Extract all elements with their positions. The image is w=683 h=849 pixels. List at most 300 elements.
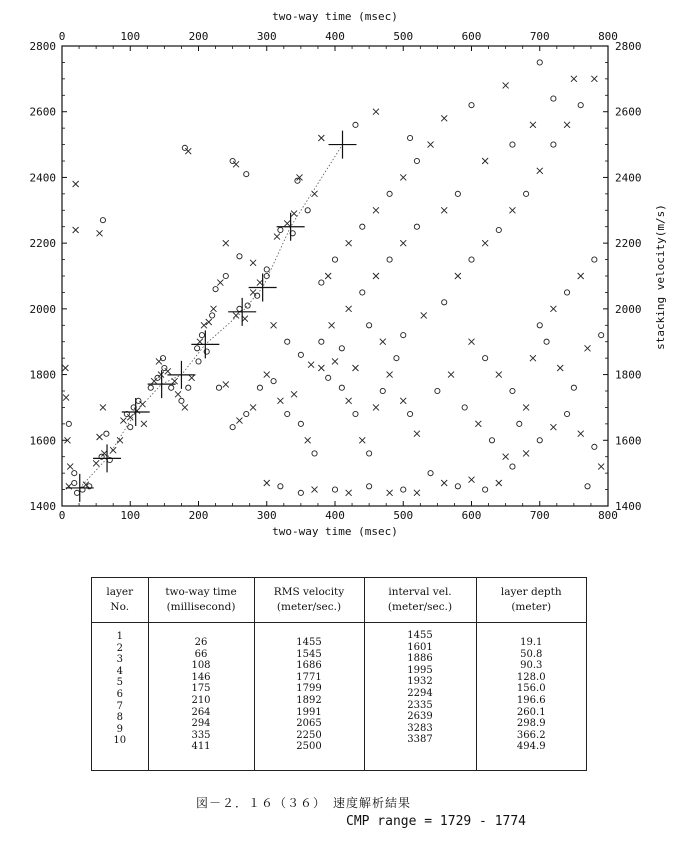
time-cell: 335: [191, 729, 211, 741]
circle-mark: [237, 254, 242, 259]
time-cell: 146: [191, 671, 211, 683]
cross-mark: [165, 368, 171, 374]
interval-cell: 1932: [407, 676, 433, 688]
circle-mark: [104, 431, 109, 436]
cross-mark: [242, 316, 248, 322]
header-layer: layer No.: [92, 578, 148, 623]
layer-cell: 5: [116, 677, 123, 689]
cross-mark: [318, 135, 324, 141]
y-tick-label-left: 1800: [29, 368, 56, 382]
cross-mark: [120, 418, 126, 424]
cross-mark: [250, 260, 256, 266]
cross-mark: [503, 82, 509, 88]
interval-cell: 1455: [407, 630, 433, 641]
table-body-row: [92, 623, 586, 771]
cross-mark: [100, 404, 106, 410]
velocity-picks: [66, 131, 357, 502]
circle-mark: [592, 257, 597, 262]
cross-mark: [67, 464, 73, 470]
circle-mark: [332, 487, 337, 492]
cross-mark: [271, 322, 277, 328]
circle-mark: [199, 333, 204, 338]
circle-mark: [407, 135, 412, 140]
figure-caption: 図－２．１６（３６） 速度解析結果: [196, 796, 412, 810]
y-tick-label-left: 2200: [29, 237, 56, 251]
x-tick-label-top: 300: [256, 30, 277, 43]
circle-mark: [360, 290, 365, 295]
x-tick-label-top: 400: [325, 30, 345, 43]
x-tick-label-bottom: 0: [58, 509, 66, 522]
time-cell: 411: [191, 741, 211, 753]
depth-cell: 90.3: [520, 660, 543, 672]
col-rms: [254, 623, 364, 771]
cross-mark: [557, 365, 563, 371]
y-tick-label-right: 2200: [615, 237, 642, 251]
circle-mark: [196, 359, 201, 364]
circle-mark: [455, 484, 460, 489]
x-tick-label-top: 0: [58, 30, 66, 43]
cross-mark: [523, 404, 529, 410]
cross-mark: [223, 381, 229, 387]
cross-mark: [503, 454, 509, 460]
rms-cell: 2250: [296, 729, 322, 741]
y-tick-label-right: 1800: [615, 368, 642, 382]
cross-mark: [564, 122, 570, 128]
cross-mark: [448, 372, 454, 378]
circle-mark: [592, 444, 597, 449]
circle-mark: [298, 352, 303, 357]
circle-mark: [360, 224, 365, 229]
layer-cell: 10: [113, 735, 127, 747]
cross-mark: [277, 398, 283, 404]
cross-mark: [441, 207, 447, 213]
cross-mark: [400, 398, 406, 404]
pick-trend-line: [80, 145, 343, 488]
circle-mark: [551, 142, 556, 147]
circle-mark: [339, 385, 344, 390]
pick-cross: [329, 131, 357, 159]
cross-mark: [318, 365, 324, 371]
circle-mark: [537, 60, 542, 65]
circle-mark: [319, 280, 324, 285]
cross-mark: [598, 464, 604, 470]
cross-mark: [63, 395, 69, 401]
circle-mark: [179, 398, 184, 403]
layer-cell: 2: [116, 642, 123, 654]
y-tick-label-right: 2800: [615, 40, 642, 53]
circle-mark: [353, 411, 358, 416]
circle-mark: [387, 191, 392, 196]
cross-mark: [110, 447, 116, 453]
y-tick-label-right: 1600: [615, 434, 642, 448]
circle-mark: [428, 471, 433, 476]
time-cell: 294: [191, 718, 211, 730]
cross-mark: [530, 122, 536, 128]
table-header-row: [92, 578, 586, 623]
cross-mark: [93, 460, 99, 466]
cross-mark: [380, 339, 386, 345]
circle-mark: [462, 405, 467, 410]
cross-mark: [117, 437, 123, 443]
circle-mark: [278, 484, 283, 489]
cross-mark: [308, 362, 314, 368]
col-layer: [92, 623, 148, 771]
x-tick-label-bottom: 800: [598, 509, 618, 522]
circle-mark: [599, 333, 604, 338]
x-tick-label-top: 700: [529, 30, 550, 43]
circle-mark: [394, 356, 399, 361]
cross-mark: [264, 480, 270, 486]
y-tick-label-left: 2800: [29, 40, 56, 53]
circle-mark: [407, 411, 412, 416]
cross-mark: [373, 273, 379, 279]
circle-mark: [237, 306, 242, 311]
interval-cell: 1995: [407, 664, 433, 676]
cross-mark: [329, 322, 335, 328]
circle-mark: [285, 411, 290, 416]
circle-mark: [469, 257, 474, 262]
cross-mark: [312, 487, 318, 493]
cmp-range: CMP range = 1729 - 1774: [346, 814, 527, 829]
cross-mark: [496, 480, 502, 486]
circle-mark: [537, 323, 542, 328]
cross-mark: [274, 234, 280, 240]
circle-mark: [74, 490, 79, 495]
circle-mark: [537, 438, 542, 443]
circle-mark: [100, 218, 105, 223]
cross-mark: [175, 391, 181, 397]
circle-mark: [298, 421, 303, 426]
cross-mark: [97, 230, 103, 236]
circle-mark: [510, 388, 515, 393]
cross-mark: [291, 211, 297, 217]
circle-mark: [312, 451, 317, 456]
x-tick-label-top: 600: [461, 30, 482, 43]
cross-mark: [523, 450, 529, 456]
header-two-way-time: two-way time (millisecond): [148, 578, 254, 623]
layer-cell: 4: [116, 665, 123, 677]
results-table-frame: [91, 577, 587, 771]
circle-mark: [305, 208, 310, 213]
y-tick-label-right: 2000: [615, 302, 642, 316]
circle-mark: [401, 487, 406, 492]
time-cell: 210: [191, 694, 211, 706]
cross-mark: [346, 490, 352, 496]
cross-mark: [571, 76, 577, 82]
circle-mark: [72, 471, 77, 476]
layer-cell: 7: [116, 700, 123, 712]
circle-mark: [585, 484, 590, 489]
pick-cross: [191, 330, 219, 358]
circle-mark: [195, 346, 200, 351]
cross-mark: [182, 404, 188, 410]
depth-cell: 196.6: [516, 694, 546, 706]
cross-mark: [373, 207, 379, 213]
x-axis-title-top: two-way time (msec): [272, 10, 398, 23]
cross-mark: [469, 339, 475, 345]
pick-cross: [228, 298, 256, 326]
cross-mark: [373, 404, 379, 410]
rms-cell: 2065: [296, 718, 322, 730]
layer-cell: 9: [116, 723, 123, 735]
depth-cell: 494.9: [516, 741, 546, 753]
col-depth: [476, 623, 586, 771]
interval-cell: 1886: [407, 653, 433, 665]
circle-mark: [455, 191, 460, 196]
cross-mark: [482, 240, 488, 246]
time-cell: 264: [191, 706, 211, 718]
cross-mark: [428, 142, 434, 148]
cross-mark: [156, 358, 162, 364]
depth-cell: 366.2: [516, 729, 546, 741]
circle-mark: [544, 339, 549, 344]
circle-mark: [136, 398, 141, 403]
depth-cell: 50.8: [520, 648, 543, 660]
circle-mark: [210, 313, 215, 318]
circle-mark: [223, 273, 228, 278]
rms-cell: 1455: [296, 637, 322, 648]
layer-cell: 8: [116, 712, 123, 724]
interval-cell: 3387: [407, 734, 433, 746]
header-rms-velocity: RMS velocity (meter/sec.): [254, 578, 364, 623]
circle-mark: [367, 484, 372, 489]
circle-mark: [66, 421, 71, 426]
rms-cell: 1545: [296, 648, 322, 660]
time-cell: 175: [191, 683, 211, 695]
x-tick-label-bottom: 400: [325, 509, 345, 522]
cross-mark: [284, 220, 290, 226]
circle-mark: [339, 346, 344, 351]
cross-mark: [530, 355, 536, 361]
y-tick-label-right: 2400: [615, 171, 642, 185]
circle-mark: [160, 356, 165, 361]
circle-mark: [510, 142, 515, 147]
pick-cross: [277, 213, 305, 241]
cross-mark: [387, 372, 393, 378]
circle-mark: [326, 375, 331, 380]
cross-mark: [414, 490, 420, 496]
circle-mark: [496, 227, 501, 232]
y-tick-label-left: 2000: [29, 302, 56, 316]
cross-mark: [233, 161, 239, 167]
layer-cell: 1: [116, 631, 123, 642]
cross-mark: [346, 240, 352, 246]
depth-cell: 128.0: [516, 671, 546, 683]
x-tick-label-top: 800: [598, 30, 618, 43]
cross-mark: [550, 424, 556, 430]
y-tick-label-left: 2600: [29, 105, 56, 119]
cross-mark: [236, 418, 242, 424]
x-tick-label-bottom: 100: [120, 509, 141, 522]
semblance-marks: [62, 60, 604, 496]
depth-cell: 19.1: [520, 637, 543, 648]
circle-mark: [524, 191, 529, 196]
circle-mark: [442, 300, 447, 305]
cross-mark: [73, 181, 79, 187]
circle-mark: [489, 438, 494, 443]
cross-mark: [141, 421, 147, 427]
rms-cell: 1892: [296, 694, 322, 706]
cross-mark: [421, 312, 427, 318]
circle-mark: [483, 487, 488, 492]
depth-cell: 298.9: [516, 718, 546, 730]
cross-mark: [97, 434, 103, 440]
pick-cross: [93, 444, 121, 472]
cross-mark: [233, 312, 239, 318]
cross-mark: [325, 273, 331, 279]
cross-mark: [189, 375, 195, 381]
cross-mark: [578, 431, 584, 437]
results-table: [92, 578, 586, 770]
circle-mark: [571, 385, 576, 390]
cross-mark: [585, 345, 591, 351]
cross-mark: [217, 280, 223, 286]
cross-mark: [62, 365, 68, 371]
circle-mark: [332, 257, 337, 262]
circle-mark: [483, 356, 488, 361]
x-tick-label-bottom: 500: [393, 509, 414, 522]
cross-mark: [134, 408, 140, 414]
depth-cell: 260.1: [516, 706, 546, 718]
rms-cell: 1991: [296, 706, 322, 718]
interval-cell: 2335: [407, 699, 433, 711]
cross-mark: [346, 398, 352, 404]
time-cell: 26: [194, 637, 208, 648]
cross-mark: [469, 477, 475, 483]
cross-mark: [151, 378, 157, 384]
circle-mark: [230, 425, 235, 430]
x-tick-label-top: 100: [120, 30, 141, 43]
cross-mark: [441, 480, 447, 486]
cross-mark: [400, 240, 406, 246]
circle-mark: [367, 451, 372, 456]
cross-mark: [223, 240, 229, 246]
interval-cell: 2639: [407, 711, 433, 723]
rms-cell: 1799: [296, 683, 322, 695]
circle-mark: [257, 385, 262, 390]
y-axis-title-right: stacking velocity(m/s): [654, 204, 667, 350]
cross-mark: [591, 76, 597, 82]
pick-cross: [66, 474, 94, 502]
y-tick-label-right: 1400: [615, 500, 642, 513]
circle-mark: [186, 385, 191, 390]
cross-mark: [475, 421, 481, 427]
circle-mark: [128, 425, 133, 430]
cross-mark: [414, 431, 420, 437]
interval-cell: 3283: [407, 722, 433, 734]
x-axis-title-bottom: two-way time (msec): [272, 525, 398, 538]
circle-mark: [469, 103, 474, 108]
circle-mark: [244, 411, 249, 416]
cross-mark: [509, 207, 515, 213]
x-tick-label-bottom: 700: [529, 509, 550, 522]
interval-cell: 1601: [407, 641, 433, 653]
cross-mark: [83, 482, 89, 488]
col-time: [148, 623, 254, 771]
depth-cell: 156.0: [516, 683, 546, 695]
plot-frame: [62, 46, 608, 506]
time-cell: 108: [191, 660, 211, 672]
cross-mark: [305, 437, 311, 443]
cross-mark: [496, 372, 502, 378]
cross-mark: [550, 306, 556, 312]
circle-mark: [148, 385, 153, 390]
rms-cell: 1771: [296, 671, 322, 683]
circle-mark: [216, 385, 221, 390]
circle-mark: [213, 287, 218, 292]
col-interval: [364, 623, 476, 771]
layer-cell: 3: [116, 654, 123, 666]
cross-mark: [250, 404, 256, 410]
circle-mark: [169, 385, 174, 390]
cross-mark: [185, 148, 191, 154]
interval-cell: 2294: [407, 687, 433, 699]
cross-mark: [387, 490, 393, 496]
circle-mark: [414, 158, 419, 163]
cross-mark: [455, 273, 461, 279]
x-tick-label-bottom: 600: [461, 509, 482, 522]
circle-mark: [285, 339, 290, 344]
x-tick-label-bottom: 300: [256, 509, 277, 522]
cross-mark: [346, 306, 352, 312]
cross-mark: [373, 109, 379, 115]
cross-mark: [352, 365, 358, 371]
header-interval-velocity: interval vel. (meter/sec.): [364, 578, 476, 623]
y-tick-label-left: 2400: [29, 171, 56, 185]
circle-mark: [244, 172, 249, 177]
circle-mark: [264, 267, 269, 272]
circle-mark: [551, 96, 556, 101]
cross-mark: [291, 391, 297, 397]
y-tick-label-left: 1600: [29, 434, 56, 448]
cross-mark: [537, 168, 543, 174]
cross-mark: [578, 273, 584, 279]
circle-mark: [319, 339, 324, 344]
cross-mark: [400, 174, 406, 180]
time-cell: 66: [194, 648, 208, 660]
x-tick-label-top: 200: [188, 30, 209, 43]
circle-mark: [435, 388, 440, 393]
cross-mark: [211, 306, 217, 312]
x-tick-label-top: 500: [393, 30, 414, 43]
rms-cell: 1686: [296, 660, 322, 672]
x-tick-label-bottom: 200: [188, 509, 209, 522]
circle-mark: [271, 379, 276, 384]
circle-mark: [414, 224, 419, 229]
circle-mark: [353, 122, 358, 127]
circle-mark: [72, 480, 77, 485]
layer-cell: 6: [116, 688, 123, 700]
circle-mark: [387, 257, 392, 262]
cross-mark: [73, 227, 79, 233]
cross-mark: [359, 437, 365, 443]
cross-mark: [482, 158, 488, 164]
y-tick-label-right: 2600: [615, 105, 642, 119]
cross-mark: [257, 280, 263, 286]
cross-mark: [158, 372, 164, 378]
circle-mark: [278, 227, 283, 232]
circle-mark: [578, 103, 583, 108]
circle-mark: [298, 490, 303, 495]
circle-mark: [564, 290, 569, 295]
rms-cell: 2500: [296, 741, 322, 753]
cross-mark: [441, 115, 447, 121]
circle-mark: [517, 421, 522, 426]
axis-ticks: [30, 30, 642, 522]
pick-cross: [249, 274, 277, 302]
cross-mark: [264, 372, 270, 378]
circle-mark: [367, 323, 372, 328]
